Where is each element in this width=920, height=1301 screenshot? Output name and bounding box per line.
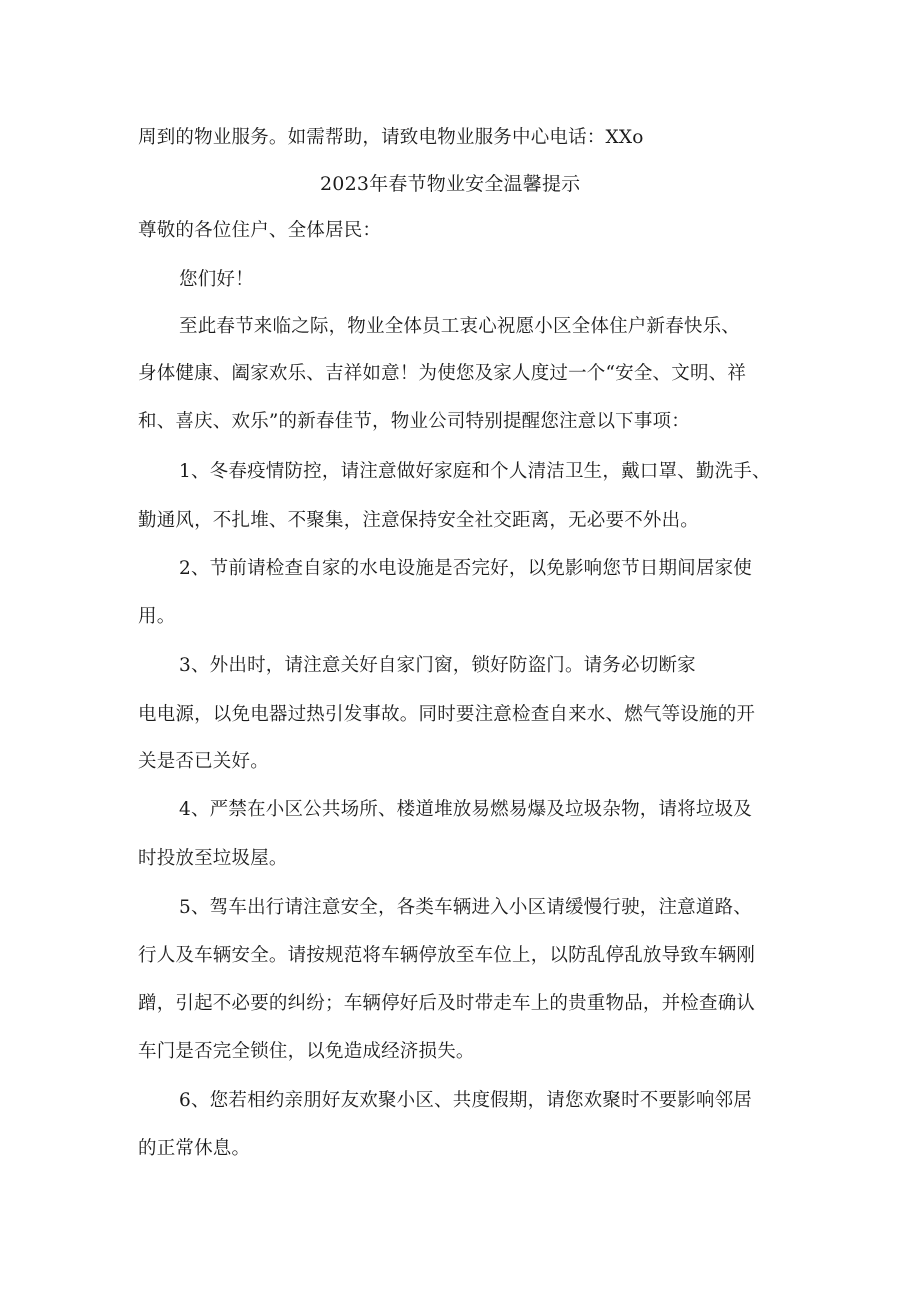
item-5-line: 行人及车辆安全。请按规范将车辆停放至车位上，以防乱停乱放导致车辆刚 (138, 945, 756, 966)
document-title: 2023年春节物业安全温馨提示 (320, 173, 581, 195)
intro-line: 身体健康、阖家欢乐、吉祥如意！为使您及家人度过一个“安全、文明、祥 (138, 363, 747, 384)
greeting: 您们好！ (179, 269, 254, 290)
item-5-line: 5、驾车出行请注意安全，各类车辆进入小区请缓慢行驶，注意道路、 (179, 897, 752, 918)
item-3-line: 关是否已关好。 (138, 751, 269, 772)
intro-line: 和、喜庆、欢乐”的新春佳节，物业公司特别提醒您注意以下事项： (138, 411, 690, 432)
item-6-line: 6、您若相约亲朋好友欢聚小区、共度假期，请您欢聚时不要影响邻居 (179, 1090, 752, 1111)
continuation-text: 周到的物业服务。如需帮助，请致电物业服务中心电话：XXo (138, 127, 644, 148)
item-3-line: 3、外出时，请注意关好自家门窗，锁好防盗门。请务必切断家 (179, 655, 696, 676)
item-1-line: 勤通风，不扎堆、不聚集，注意保持安全社交距离，无必要不外出。 (138, 510, 700, 531)
item-5-line: 车门是否完全锁住，以免造成经济损失。 (138, 1041, 475, 1062)
item-2-line: 用。 (138, 606, 176, 627)
item-5-line: 蹭，引起不必要的纠纷；车辆停好后及时带走车上的贵重物品，并检查确认 (138, 993, 756, 1014)
intro-line: 至此春节来临之际，物业全体员工衷心祝愿小区全体住户新春快乐、 (179, 316, 741, 337)
item-3-line: 电电源，以免电器过热引发事故。同时要注意检查自来水、燃气等设施的开 (138, 704, 756, 725)
item-2-line: 2、节前请检查自家的水电设施是否完好，以免影响您节日期间居家使 (179, 558, 752, 579)
item-4-line: 4、严禁在小区公共场所、楼道堆放易燃易爆及垃圾杂物，请将垃圾及 (179, 799, 752, 820)
item-4-line: 时投放至垃圾屋。 (138, 848, 288, 869)
item-1-line: 1、冬春疫情防控，请注意做好家庭和个人清洁卫生，戴口罩、勤洗手、 (179, 461, 771, 482)
item-6-line: 的正常休息。 (138, 1138, 251, 1159)
salutation: 尊敬的各位住户、全体居民： (138, 220, 382, 241)
